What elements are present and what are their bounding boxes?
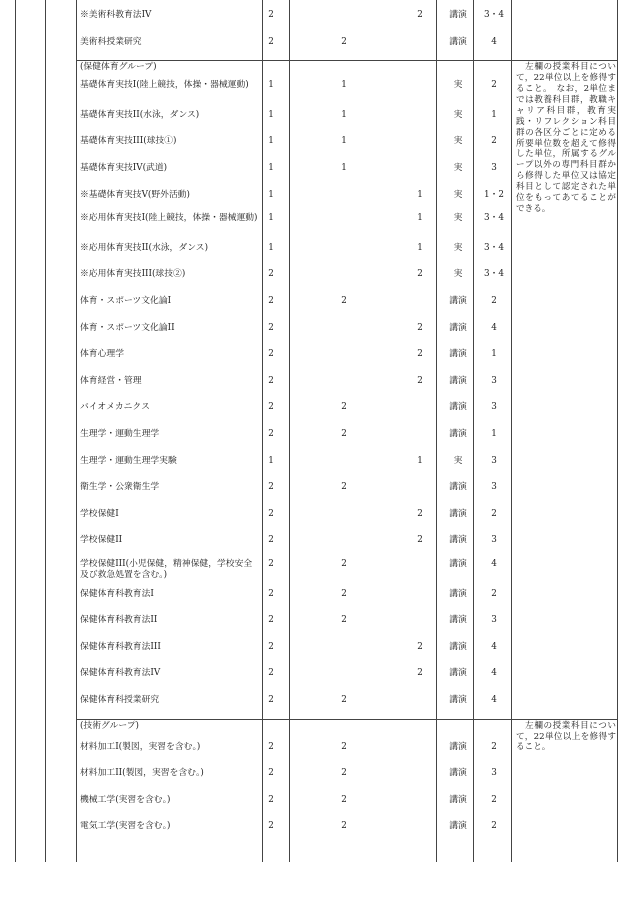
semester: 3 [491, 402, 497, 413]
credit-total: 1 [268, 163, 274, 173]
credit-required: 2 [341, 695, 347, 705]
column-border [511, 0, 512, 862]
subject-name: 生理学・運動生理学 [80, 429, 160, 439]
semester: 4 [491, 36, 497, 47]
class-type: 実 [453, 269, 463, 280]
subject-name: 機械工学(実習を含む。) [80, 794, 171, 805]
class-type: 講演 [449, 768, 467, 779]
semester: 3 [491, 768, 497, 779]
subject-name: 体育・スポーツ文化論I [80, 296, 172, 306]
semester: 4 [491, 668, 497, 679]
semester: 3・4 [484, 10, 504, 20]
subject-name: ※美術科教育法IV [80, 10, 152, 20]
credit-total: 2 [268, 668, 274, 679]
class-type: 実 [453, 455, 463, 466]
subject-name: 保健体育科授業研究 [80, 695, 160, 705]
credit-elective: 2 [417, 322, 423, 333]
credit-total: 2 [268, 296, 274, 306]
credit-total: 2 [268, 375, 274, 386]
semester: 3 [491, 482, 497, 493]
subject-name: 材料加工I(製図，実習を含む。) [80, 741, 201, 752]
credit-required: 1 [341, 163, 347, 173]
semester: 4 [491, 641, 497, 652]
credit-total: 1 [268, 136, 274, 147]
subject-name: 基礎体育実技IV(武道) [80, 163, 168, 173]
class-type: 実 [453, 213, 463, 224]
semester: 2 [491, 508, 497, 519]
credit-total: 2 [268, 429, 274, 439]
credit-total: 1 [268, 242, 274, 253]
class-type: 講演 [449, 482, 467, 493]
class-type: 講演 [449, 402, 467, 413]
credit-required: 2 [341, 768, 347, 779]
credit-total: 2 [268, 402, 274, 413]
credit-total: 2 [268, 559, 274, 569]
credit-required: 2 [341, 482, 347, 493]
credit-total: 2 [268, 821, 274, 832]
credit-total: 2 [268, 10, 274, 20]
credit-elective: 2 [417, 535, 423, 546]
class-type: 実 [453, 136, 463, 147]
class-type: 講演 [449, 615, 467, 626]
class-type: 講演 [449, 375, 467, 386]
subject-name: ※応用体育実技I(陸上競技，体操・器械運動) [80, 213, 258, 224]
credit-required: 2 [341, 821, 347, 832]
credit-required: 2 [341, 794, 347, 805]
credit-total: 1 [268, 80, 274, 91]
credit-total: 2 [268, 508, 274, 519]
class-type: 講演 [449, 641, 467, 652]
class-type: 講演 [449, 821, 467, 832]
semester: 1 [491, 429, 497, 439]
class-type: 講演 [449, 349, 467, 360]
subject-name: ※応用体育実技III(球技②) [80, 269, 186, 280]
class-type: 講演 [449, 10, 467, 20]
credit-elective: 2 [417, 641, 423, 652]
semester: 3 [491, 535, 497, 546]
subject-name: 保健体育科教育法I [80, 588, 154, 599]
subject-name: 電気工学(実習を含む。) [80, 821, 171, 832]
subject-name: 材料加工II(製図，実習を含む。) [80, 768, 204, 779]
subject-name: 体育経営・管理 [80, 375, 142, 386]
credit-total: 2 [268, 349, 274, 360]
credit-total: 2 [268, 768, 274, 779]
credit-total: 2 [268, 741, 274, 752]
semester: 3・4 [484, 213, 504, 224]
semester: 2 [491, 136, 497, 147]
class-type: 講演 [449, 429, 467, 439]
semester: 3 [491, 615, 497, 626]
subject-name: 基礎体育実技II(水泳，ダンス) [80, 109, 200, 120]
credit-total: 2 [268, 269, 274, 280]
semester: 3 [491, 163, 497, 173]
credit-total: 2 [268, 641, 274, 652]
semester: 2 [491, 741, 497, 752]
credit-required: 2 [341, 559, 347, 569]
subject-name: 体育心理学 [80, 349, 124, 360]
column-border [15, 0, 16, 862]
semester: 2 [491, 80, 497, 91]
class-type: 講演 [449, 668, 467, 679]
credit-total: 2 [268, 322, 274, 333]
subject-name: 基礎体育実技I(陸上競技，体操・器械運動) [80, 80, 249, 91]
credit-elective: 1 [417, 455, 423, 466]
credit-required: 1 [341, 80, 347, 91]
class-type: 講演 [449, 36, 467, 47]
credit-total: 2 [268, 36, 274, 47]
credit-elective: 1 [417, 189, 423, 200]
credit-elective: 1 [417, 213, 423, 224]
credit-total: 2 [268, 535, 274, 546]
semester: 2 [491, 296, 497, 306]
semester: 1・2 [484, 189, 504, 200]
semester: 1 [491, 349, 497, 360]
credit-required: 2 [341, 588, 347, 599]
subject-name: 基礎体育実技III(球技①) [80, 136, 177, 147]
semester: 4 [491, 695, 497, 705]
group-heading: (保健体育グループ) [80, 62, 157, 73]
credit-total: 2 [268, 482, 274, 493]
credit-elective: 2 [417, 269, 423, 280]
subject-name: 学校保健I [80, 508, 119, 519]
class-type: 講演 [449, 794, 467, 805]
credit-elective: 2 [417, 349, 423, 360]
credit-elective: 2 [417, 668, 423, 679]
credit-required: 2 [341, 741, 347, 752]
credit-total: 1 [268, 109, 274, 120]
column-border [473, 0, 474, 862]
subject-name: 生理学・運動生理学実験 [80, 455, 177, 466]
semester: 3・4 [484, 269, 504, 280]
credit-total: 1 [268, 213, 274, 224]
subject-name: 保健体育科教育法IV [80, 668, 161, 679]
semester: 3 [491, 455, 497, 466]
semester: 2 [491, 588, 497, 599]
class-type: 実 [453, 242, 463, 253]
class-type: 講演 [449, 695, 467, 705]
class-type: 実 [453, 109, 463, 120]
class-type: 実 [453, 189, 463, 200]
class-type: 講演 [449, 741, 467, 752]
group-heading: (技術グループ) [80, 720, 139, 731]
class-type: 講演 [449, 322, 467, 333]
subject-name: 体育・スポーツ文化論II [80, 322, 175, 333]
credit-elective: 2 [417, 10, 423, 20]
class-type: 実 [453, 163, 463, 173]
subject-name: ※応用体育実技II(水泳，ダンス) [80, 242, 208, 253]
column-border [436, 0, 437, 862]
class-type: 講演 [449, 508, 467, 519]
credit-required: 1 [341, 109, 347, 120]
credit-total: 2 [268, 794, 274, 805]
semester: 3・4 [484, 242, 504, 253]
subject-name: 学校保健II [80, 535, 123, 546]
semester: 1 [491, 109, 497, 120]
credit-total: 1 [268, 455, 274, 466]
subject-name: 衛生学・公衆衛生学 [80, 482, 160, 493]
semester: 3 [491, 375, 497, 386]
credit-required: 1 [341, 136, 347, 147]
semester: 2 [491, 794, 497, 805]
semester: 4 [491, 559, 497, 569]
column-border [289, 0, 290, 862]
credit-total: 1 [268, 189, 274, 200]
credit-elective: 2 [417, 508, 423, 519]
group-note: 左欄の授業科目について，22単位以上を修得すること。 [516, 720, 616, 753]
semester: 4 [491, 322, 497, 333]
column-border [76, 0, 77, 862]
credit-total: 2 [268, 615, 274, 626]
credit-total: 2 [268, 695, 274, 705]
credit-required: 2 [341, 296, 347, 306]
group-separator [76, 719, 617, 720]
class-type: 講演 [449, 588, 467, 599]
column-border [617, 0, 618, 862]
credit-total: 2 [268, 588, 274, 599]
group-note: 左欄の授業科目について，22単位以上を修得すること。 なお，2単位までは教養科目群，教職キャリア科目群，教育実践・リフレクション科目群の各区分ごとに定める所要単位数を超えて修得した単位，所属するグループ以外の専門科目群から修得した単位又は協定科目として認定された単位をもってあてることができる。 [516, 62, 616, 214]
subject-name: 保健体育科教育法III [80, 641, 161, 652]
credit-required: 2 [341, 429, 347, 439]
class-type: 講演 [449, 535, 467, 546]
subject-name: ※基礎体育実技V(野外活動) [80, 189, 190, 200]
subject-name: 学校保健III(小児保健，精神保健，学校安全及び救急処置を含む。) [80, 559, 253, 580]
subject-name: バイオメカニクス [80, 402, 150, 413]
class-type: 講演 [449, 296, 467, 306]
semester: 2 [491, 821, 497, 832]
credit-elective: 2 [417, 375, 423, 386]
subject-name: 美術科授業研究 [80, 36, 142, 47]
class-type: 講演 [449, 559, 467, 569]
credit-elective: 1 [417, 242, 423, 253]
subject-name: 保健体育科教育法II [80, 615, 158, 626]
column-border [45, 0, 46, 862]
credit-required: 2 [341, 615, 347, 626]
class-type: 実 [453, 80, 463, 91]
credit-required: 2 [341, 36, 347, 47]
credit-required: 2 [341, 402, 347, 413]
